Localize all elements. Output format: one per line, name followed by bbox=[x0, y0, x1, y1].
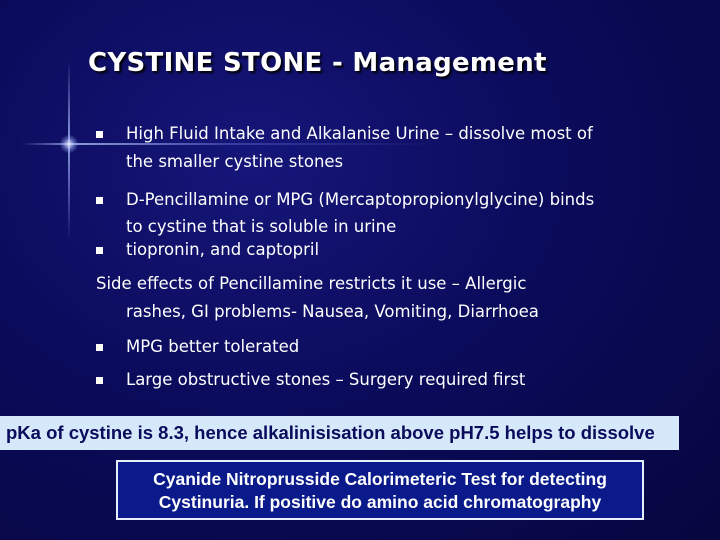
cyanide-test-box bbox=[116, 460, 644, 520]
bullet-text: High Fluid Intake and Alkalanise Urine – dissolve most of bbox=[126, 124, 593, 143]
lens-flare-star bbox=[60, 135, 78, 153]
bullet-text-continued: to cystine that is soluble in urine bbox=[126, 217, 397, 236]
square-bullet-icon bbox=[96, 131, 103, 138]
square-bullet-icon bbox=[96, 377, 103, 384]
bullet-text-continued: the smaller cystine stones bbox=[126, 152, 344, 171]
bullet-text: D-Pencillamine or MPG (Mercaptopropionylglycine) binds bbox=[126, 190, 595, 209]
square-bullet-icon bbox=[96, 247, 103, 254]
cyanide-test-text-continued: Cystinuria. If positive do amino acid chromatography bbox=[158, 492, 602, 512]
bullet-text: Large obstructive stones – Surgery required first bbox=[126, 370, 526, 389]
pka-highlight-band: pKa of cystine is 8.3, hence alkalinisisation above pH7.5 helps to dissolve bbox=[0, 416, 679, 450]
square-bullet-icon bbox=[96, 344, 103, 351]
side-effects-text-continued: rashes, GI problems- Nausea, Vomiting, Diarrhoea bbox=[126, 302, 539, 321]
bullet-text: tiopronin, and captopril bbox=[126, 240, 320, 259]
square-bullet-icon bbox=[96, 197, 103, 204]
bullet-text: MPG better tolerated bbox=[126, 337, 300, 356]
slide-title: CYSTINE STONE - Management bbox=[88, 48, 547, 78]
side-effects-text: Side effects of Pencillamine restricts it use – Allergic bbox=[96, 274, 527, 293]
side-effects-paragraph bbox=[96, 272, 656, 324]
cyanide-test-text: Cyanide Nitroprusside Calorimeteric Test for detecting bbox=[153, 469, 607, 489]
